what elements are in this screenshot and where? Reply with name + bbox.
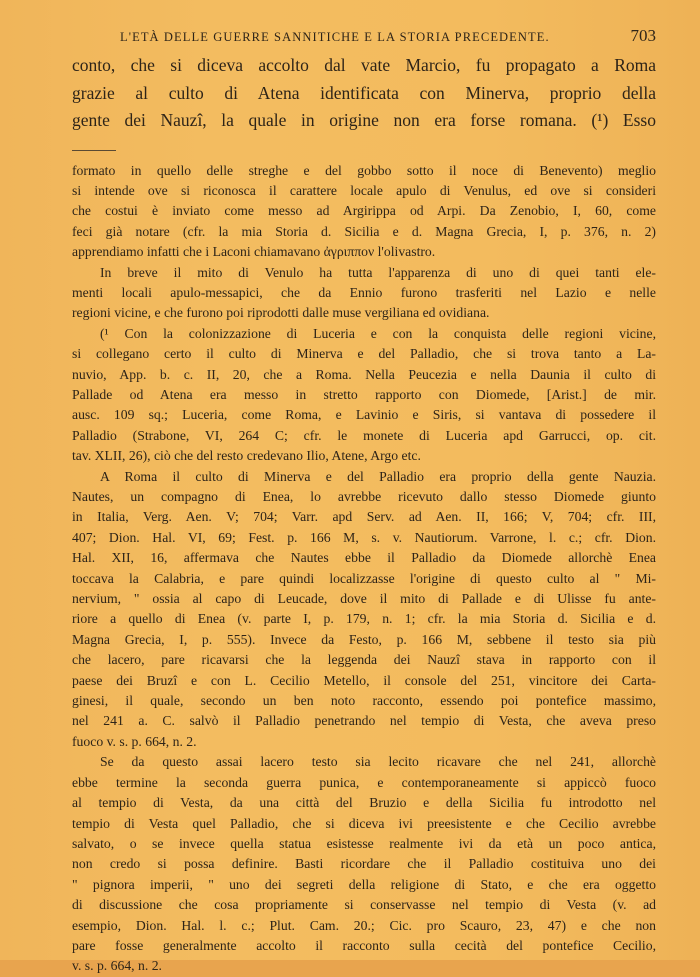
footnote-line: 407; Dion. Hal. VI, 69; Fest. p. 166 M, s. v. Nautiorum. Varrone, l. c.; cfr. Dion.: [72, 529, 656, 545]
footnote-line: tav. XLII, 26), ciò che del resto credevano Ilio, Atene, Argo etc.: [72, 448, 421, 464]
footnote-line: v. s. p. 664, n. 2.: [72, 958, 162, 974]
page-number: 703: [630, 26, 656, 45]
footnote-line: tempio di Vesta quel Palladio, che si diceva ivi preesistente e che Cecilio avrebbe: [72, 815, 656, 831]
running-title: L'ETÀ DELLE GUERRE SANNITICHE E LA STORIA PRECEDENTE.: [120, 30, 550, 44]
footnote-line: Hal. XII, 16, affermava che Nautes ebbe il Palladio da Diomede allorchè Enea: [72, 550, 656, 566]
footnote-line: al tempio di Vesta, da una città del Bruzio e della Sicilia fu introdotto nel: [72, 795, 656, 811]
footnote-separator: [72, 150, 116, 161]
footnote-line: regioni vicine, e che furono poi riprodotti dalle muse vergiliana ed ovidiana.: [72, 305, 490, 321]
footnote-line: (¹ Con la colonizzazione di Luceria e con la conquista delle regioni vicine,: [100, 325, 656, 341]
running-head: [120, 26, 656, 46]
main-text-line: gente dei Nauzî, la quale in origine non era forse romana. (¹) Esso: [72, 110, 656, 130]
footnote-line: pare fosse generalmente accolto il racconto sulla cecità del pontefice Cecilio,: [72, 937, 656, 953]
footnote-line: ebbe termine la seconda guerra punica, e contemporaneamente si appiccò fuoco: [72, 774, 656, 790]
footnote-line: che costui è inviato come messo ad Argirippa od Arpi. Da Zenobio, I, 60, come: [72, 203, 656, 219]
main-text-block: [72, 52, 656, 135]
footnote-line: Nautes, un compagno di Enea, lo avrebbe ricevuto dallo stesso Diomede giunto: [72, 489, 656, 504]
footnote-line: paese dei Bruzî e con L. Cecilio Metello, il console del 251, vincitore dei Carta-: [72, 672, 656, 688]
footnote-line: si collegano certo il culto di Minerva e del Palladio, che si trova tanto a La-: [72, 346, 656, 362]
footnote-line: fuoco v. s. p. 664, n. 2.: [72, 733, 197, 749]
footnote-line: nuvio, App. b. c. II, 20, che a Roma. Nella Peucezia e nella Daunia il culto di: [72, 366, 656, 382]
footnote-line: nel 241 a. C. salvò il Palladio penetrando nel tempio di Vesta, che aveva preso: [72, 713, 656, 729]
footnote-paragraph-lacero: [72, 752, 656, 976]
footnote-paragraph-venulo: [72, 263, 656, 324]
footnote-line: nervium, " ossia al capo di Leucade, dove il mito di Pallade e di Ulisse fu ante-: [72, 591, 656, 607]
footnote-line: ginesi, il quale, secondo un ben noto racconto, essendo poi pontefice massimo,: [72, 693, 656, 709]
footnote-line: apprendiamo infatti che i Laconi chiamavano ἀγριππον l'olivastro.: [72, 244, 436, 260]
footnote-line: In breve il mito di Venulo ha tutta l'apparenza di uno di quei tanti ele-: [100, 264, 656, 280]
footnote-line: di discussione che cosa propriamente si conservasse nel tempio di Vesta (v. ad: [72, 897, 656, 913]
footnote-line: Se da questo assai lacero testo sia lecito ricavare che nel 241, allorchè: [100, 754, 656, 770]
footnote-1: [72, 324, 656, 467]
footnote-line: " pignora imperii, " uno dei segreti della religione di Stato, e che era oggetto: [72, 876, 656, 892]
footnote-line: si intende ove si riconosca il carattere locale apulo di Venulus, ed ove si consideri: [72, 182, 656, 198]
main-text-line: conto, che si diceva accolto dal vate Marcio, fu propagato a Roma: [72, 55, 656, 75]
footnote-line: Magna Grecia, I, p. 555). Invece da Festo, p. 166 M, sebbene il testo sia più: [72, 631, 656, 647]
footnote-line: ausc. 109 sq.; Luceria, come Roma, e Lavinio e Siris, si vantava di possedere il: [72, 407, 656, 423]
footnote-line: formato in quello delle streghe e del gobbo sotto il noce di Benevento) meglio: [72, 162, 656, 178]
footnote-line: feci già notare (cfr. la mia Storia d. Sicilia e d. Magna Grecia, I, p. 376, n. 2): [72, 223, 656, 239]
footnote-line: riore a quello di Enea (v. parte I, p. 179, n. 1; cfr. la mia Storia d. Sicilia e d.: [72, 611, 656, 627]
footnote-line: esempio, Dion. Hal. l. c.; Plut. Cam. 20.; Cic. pro Scauro, 23, 47) e che non: [72, 917, 656, 933]
footnote-line: menti locali apulo-messapici, che da Ennio furono trasferiti nel Lazio e nelle: [72, 284, 656, 300]
footnote-line: in Italia, Verg. Aen. V; 704; Varr. apd Serv. ad Aen. II, 166; V, 704; cfr. III,: [72, 509, 656, 525]
footnote-continuation: [72, 161, 656, 263]
main-text-line: grazie al culto di Atena identificata con Minerva, proprio della: [72, 82, 656, 103]
footnote-line: che lacero, pare ricavarsi che la leggenda dei Nauzî stava in rapporto con il: [72, 652, 656, 668]
footnote-line: non credo si possa definire. Basti ricordare che il Palladio costituiva uno dei: [72, 856, 656, 872]
footnote-line: toccava la Calabria, e pare quindi localizzasse l'origine di questo culto al " Mi-: [72, 570, 656, 586]
footnotes-block: [72, 161, 656, 977]
footnote-line: A Roma il culto di Minerva e del Palladio era proprio della gente Nauzia.: [100, 468, 656, 484]
footnote-line: salvato, o se invece quella statua esistesse realmente ivi da età un poco antica,: [72, 835, 656, 851]
footnote-line: Palladio (Strabone, VI, 264 C; cfr. le monete di Luceria apd Garrucci, op. cit.: [72, 427, 656, 443]
footnote-paragraph-roma: [72, 467, 656, 753]
footnote-line: Pallade od Atena era messo in stretto rapporto con Diomede, [Arist.] de mir.: [72, 386, 656, 402]
